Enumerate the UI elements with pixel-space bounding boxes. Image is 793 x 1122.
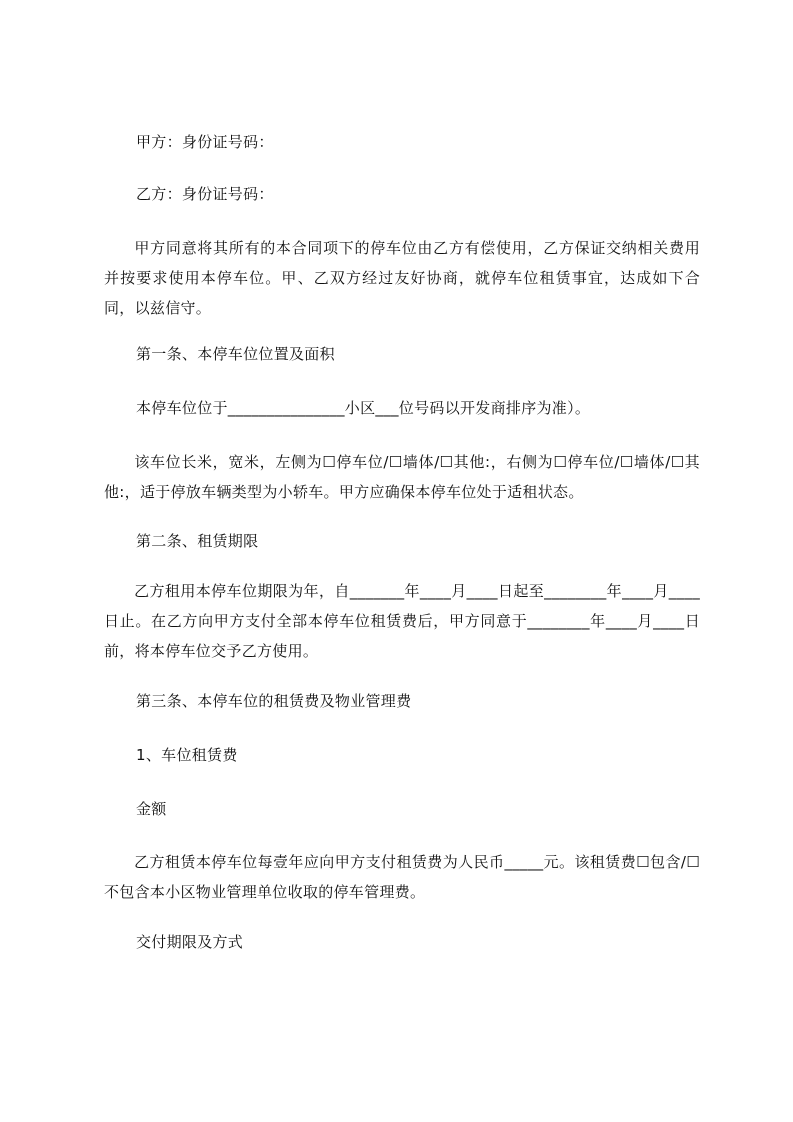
- article-1-title: 第一条、本停车位位置及面积: [136, 345, 335, 363]
- article-2-title: 第二条、租赁期限: [136, 532, 259, 550]
- term-text: 乙方租用本停车位期限为年，自_______年____月____日起至________年____月____日止。在乙方向甲方支付全部本停车位租赁费后，甲方同意于________年____月____日前，将本停车位交予乙方使用。: [104, 582, 700, 660]
- fee-paragraph: [104, 847, 700, 907]
- spec-text: 该车位长米，宽米，左侧为☐停车位/☐墙体/☐其他:，右侧为☐停车位/☐墙体/☐其他:，适于停放车辆类型为小轿车。甲方应确保本停车位处于适租状态。: [104, 453, 700, 501]
- item-1-title: 1、车位租赁费: [136, 746, 238, 764]
- amount-title: 金额: [136, 800, 167, 818]
- party-b-line: 乙方：身份证号码：: [136, 185, 274, 203]
- spec-paragraph: [104, 447, 700, 507]
- preamble-text: 甲方同意将其所有的本合同项下的停车位由乙方有偿使用，乙方保证交纳相关费用并按要求使用本停车位。甲、乙双方经过友好协商，就停车位租赁事宜，达成如下合同，以兹信守。: [104, 239, 700, 317]
- article-3-title: 第三条、本停车位的租赁费及物业管理费: [136, 692, 412, 710]
- term-paragraph: [104, 576, 700, 666]
- party-a-line: 甲方：身份证号码：: [136, 133, 274, 151]
- location-text: 本停车位位于_______________小区___位号码以开发商排序为准）。: [136, 399, 591, 417]
- preamble-paragraph: [104, 233, 700, 323]
- fee-text: 乙方租赁本停车位每壹年应向甲方支付租赁费为人民币_____元。该租赁费☐包含/☐不包含本小区物业管理单位收取的停车管理费。: [104, 853, 700, 901]
- payment-title: 交付期限及方式: [136, 933, 244, 951]
